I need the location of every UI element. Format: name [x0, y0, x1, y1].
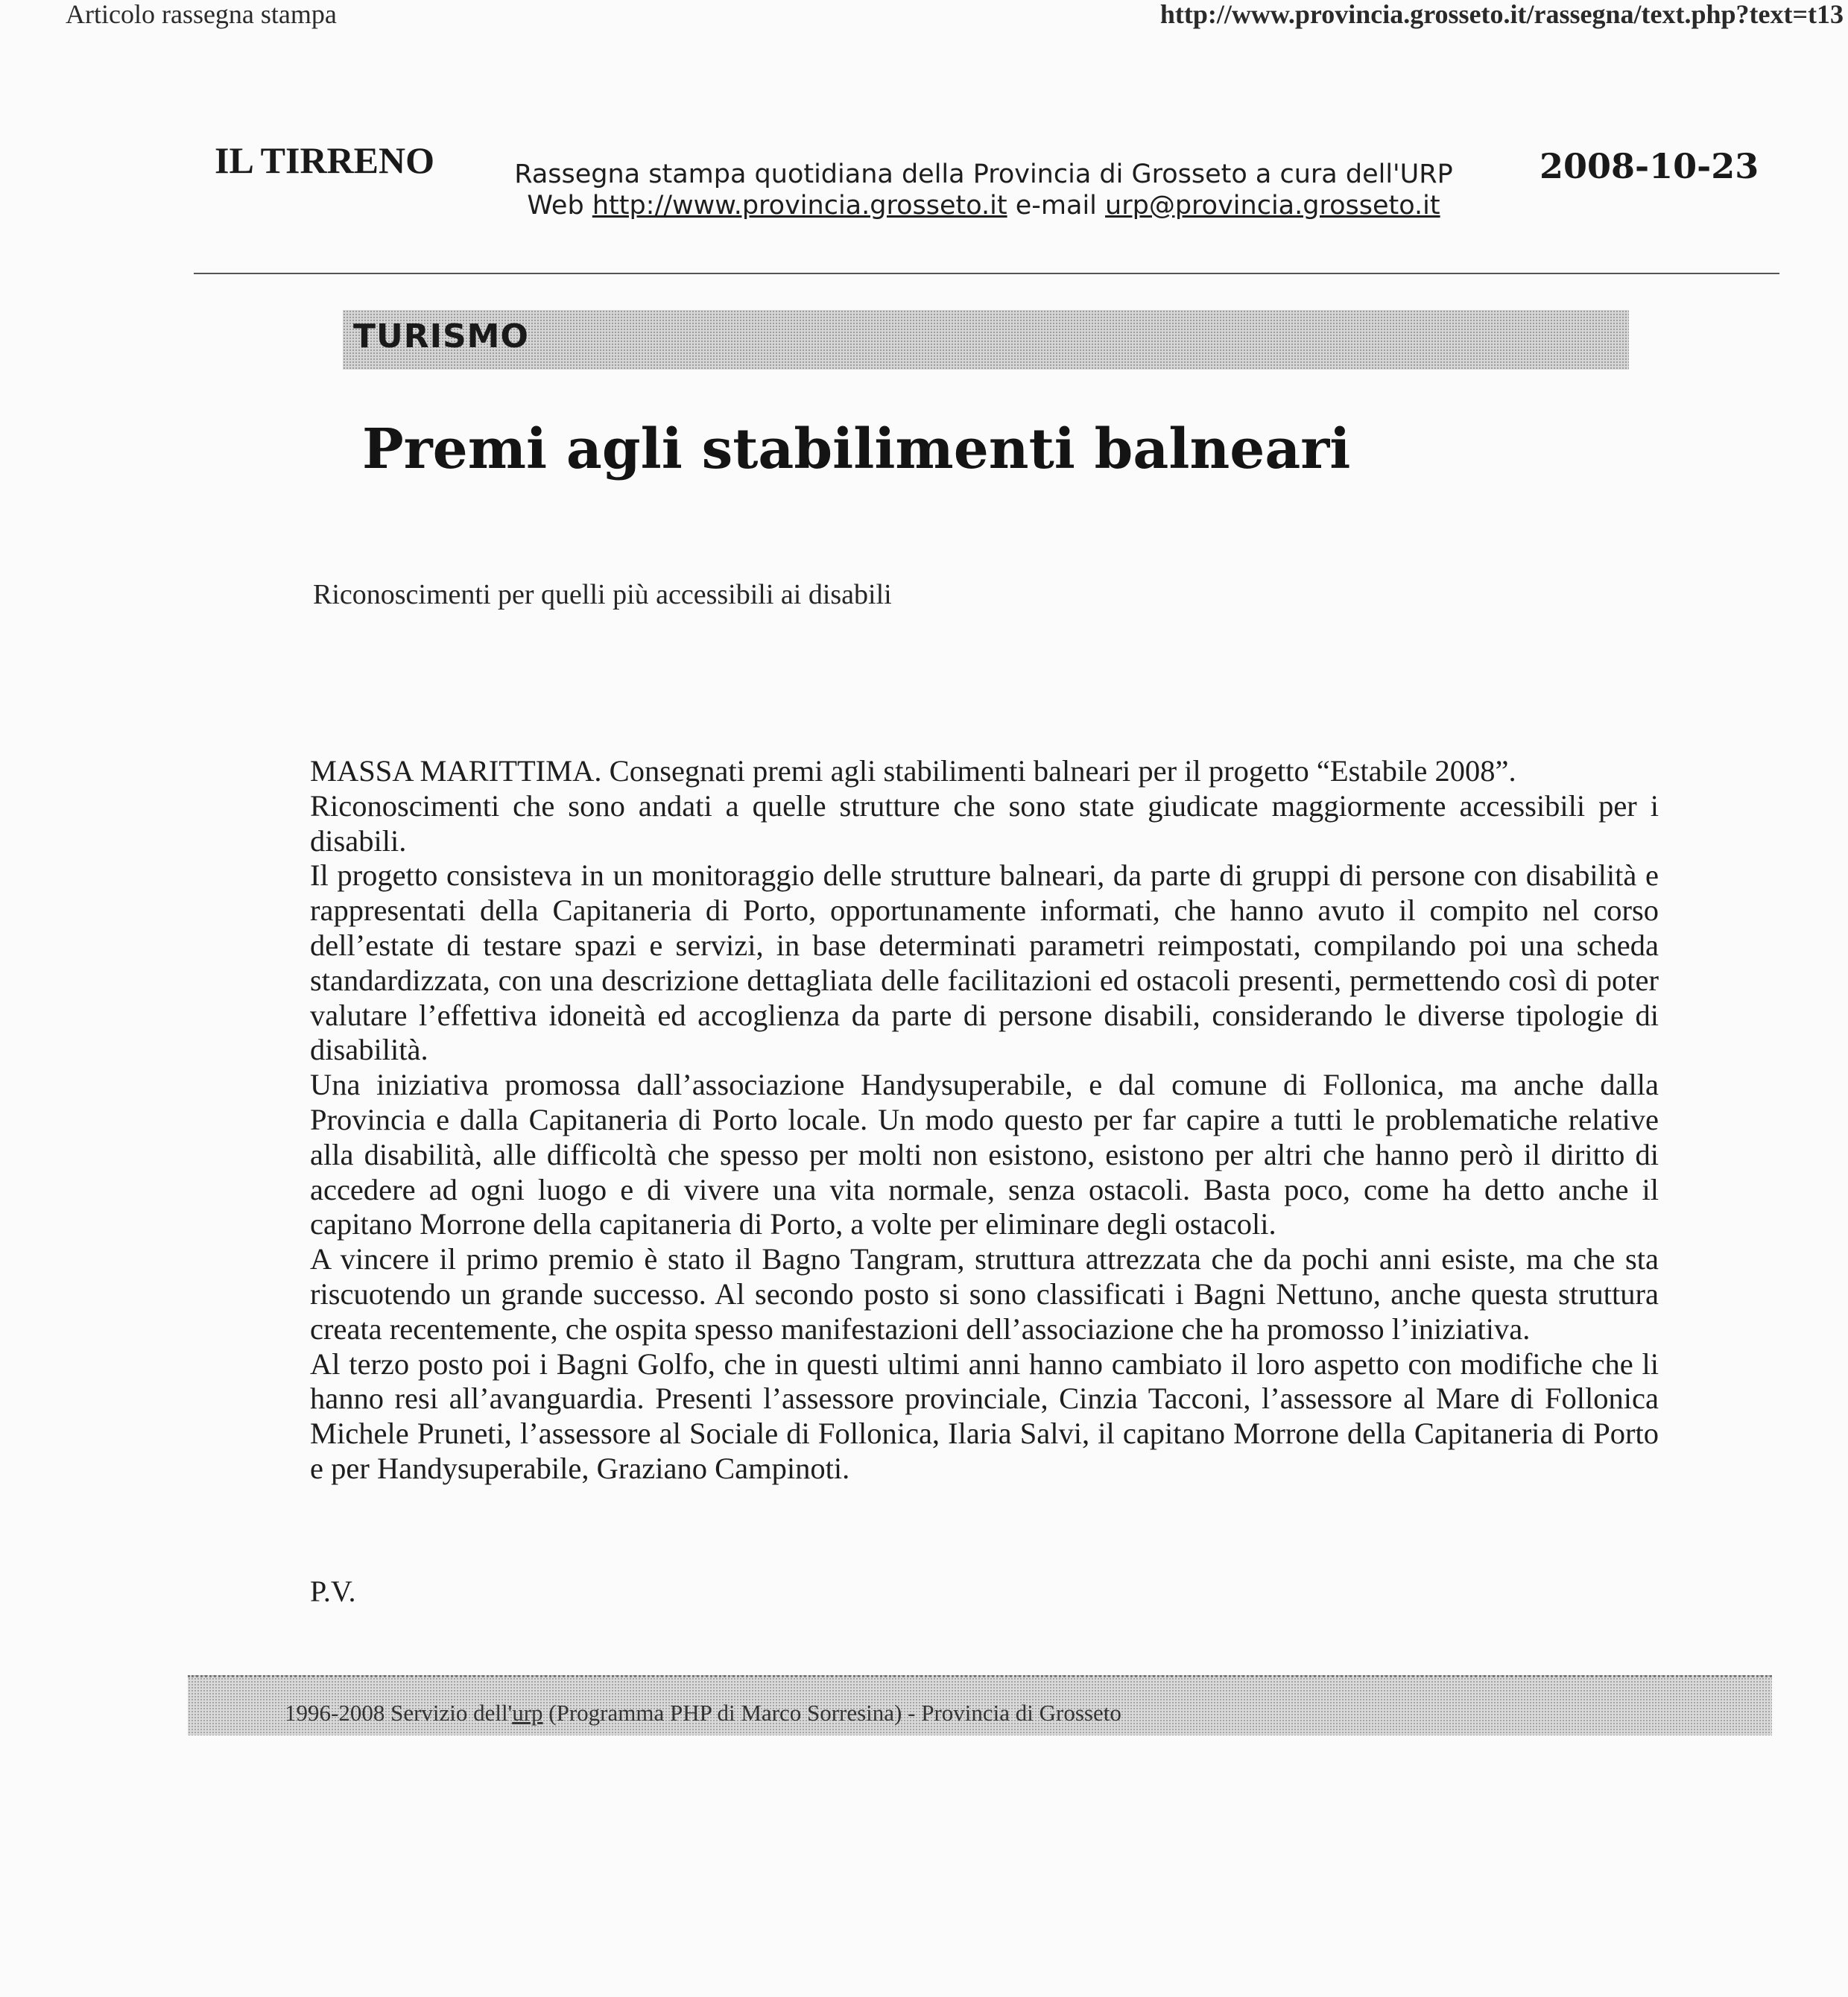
email-label: e-mail — [1015, 191, 1097, 221]
footer-suffix: (Programma PHP di Marco Sorresina) - Provincia di Grosseto — [542, 1700, 1121, 1726]
article-paragraph: Una iniziativa promossa dall’associazione Handysuperabile, e dal comune di Follonica, ma anche dalla Provincia e dalla Capitaneria di Porto locale. Un modo questo per far capire a tutti le problematiche relative alla disabilità, alle difficoltà che spesso per molti non esistono, esistono per altri che hanno però il diritto di accedere ad ogni luogo e di vivere una vita normale, senza ostacoli. Basta poco, come ha detto anche il capitano Morrone della capitaneria di Porto, a volte per eliminare degli ostacoli. — [310, 1068, 1659, 1241]
print-header-url: http://www.provincia.grosseto.it/rassegna/text.php?text=t13 — [1159, 0, 1844, 29]
website-link[interactable]: http://www.provincia.grosseto.it — [592, 191, 1007, 221]
service-contacts — [514, 191, 1453, 221]
issue-date: 2008-10-23 — [1540, 146, 1759, 186]
article-subheadline: Riconoscimenti per quelli più accessibili ai disabili — [313, 579, 892, 610]
article-body — [310, 754, 1659, 1487]
footer-urp-link[interactable]: urp — [512, 1700, 543, 1726]
article-paragraph: Al terzo posto poi i Bagni Golfo, che in questi ultimi anni hanno cambiato il loro aspetto con modifiche che li hanno resi all’avanguardia. Presenti l’assessore provinciale, Cinzia Tacconi, l’assessore al Mare di Follonica Michele Pruneti, l’assessore al Sociale di Follonica, Ilaria Salvi, il capitano Morrone della Capitaneria di Porto e per Handysuperabile, Graziano Campinoti. — [310, 1346, 1659, 1485]
web-label: Web — [527, 191, 584, 221]
print-header-title: Articolo rassegna stampa — [66, 0, 337, 29]
article-paragraph: A vincere il primo premio è stato il Bagno Tangram, struttura attrezzata che da pochi anni esiste, ma che sta riscuotendo un grande successo. Al secondo posto si sono classificati i Bagni Nettuno, anche questa struttura creata recentemente, che ospita spesso manifestazioni dell’associazione che ha promosso l’iniziativa. — [310, 1242, 1659, 1346]
article-headline: Premi agli stabilimenti balneari — [362, 417, 1351, 481]
service-description: Rassegna stampa quotidiana della Provincia di Grosseto a cura dell'URP — [514, 159, 1453, 189]
email-link[interactable]: urp@provincia.grosseto.it — [1105, 191, 1440, 221]
footer-prefix: 1996-2008 Servizio dell' — [285, 1700, 513, 1726]
section-label: TURISMO — [353, 317, 529, 355]
header-divider — [194, 273, 1779, 274]
newspaper-name: IL TIRRENO — [215, 139, 435, 181]
page-footer — [188, 1675, 1772, 1735]
section-banner — [343, 310, 1629, 370]
article-paragraph: Il progetto consisteva in un monitoraggio delle strutture balneari, da parte di gruppi di persone con disabilità e rappresentati della Capitaneria di Porto, opportunamente informati, che hanno avuto il compito nel corso dell’estate di testare spazi e servizi, in base determinati parametri reimpostati, compilando poi una scheda standardizzata, con una descrizione dettagliata delle facilitazioni ed ostacoli presenti, permettendo così di poter valutare l’effettiva idoneità ed accoglienza da parte di persone disabili, considerando le diverse tipologie di disabilità. — [310, 858, 1659, 1067]
article-signature: P.V. — [310, 1575, 356, 1608]
article-paragraph: Riconoscimenti che sono andati a quelle strutture che sono state giudicate maggiormente accessibili per i disabili. — [310, 788, 1659, 858]
footer-text — [285, 1700, 1121, 1727]
article-paragraph: MASSA MARITTIMA. Consegnati premi agli stabilimenti balneari per il progetto “Estabile 2008”. — [310, 754, 1516, 788]
